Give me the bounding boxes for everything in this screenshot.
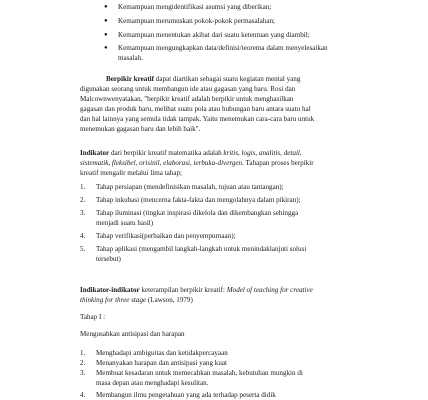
bullet-glyph: ● <box>104 4 108 10</box>
list-item: Tahap persiapan (mendefinisikan masalah, tujuan atau tantangan); <box>96 183 284 191</box>
paragraph-italic: thinking for three stage <box>80 296 147 304</box>
section-label: Tahap I : <box>80 313 106 321</box>
list-number: 2. <box>80 196 86 204</box>
list-item: Tahap iluminasi (tingkat inspirasi dikelola dan dikembangkan sehingga <box>96 209 299 217</box>
paragraph-text: keterampilan berpikir kreatif: <box>141 286 225 294</box>
list-item-continuation: masalah. <box>118 54 144 62</box>
section-subheading: Mengusahkan antisipasi dan harapan <box>80 330 185 338</box>
paragraph-line: dan hal lainnya yang semula tidak tampak. Yaitu menemukan cara-cara baru untuk <box>80 115 315 123</box>
citation: (Lawson, 1979) <box>147 296 193 304</box>
list-item: Kemampuan mengungkapkan data/definisi/teorema dalam menyelesaikan <box>118 44 328 52</box>
list-number: 3. <box>80 369 86 377</box>
term-indikator: Indikator <box>80 149 110 157</box>
paragraph-line: gagasan dan produk baru, melihat suatu pola atau hubungan baru antara suatu hal <box>80 105 311 113</box>
list-item-continuation: menjadi suatu hasil) <box>96 219 154 227</box>
bullet-glyph: ● <box>104 18 108 24</box>
list-item: Tahap aplikasi (mengambil langkah-langkah untuk menindaklanjuti solusi <box>96 245 307 253</box>
list-item: Kemampuan merumuskan pokok-pokok permasalahan; <box>118 17 276 25</box>
paragraph-line: kreatif mengalir melalui lima tahap; <box>80 169 183 177</box>
list-number: 1. <box>80 349 86 357</box>
list-item-continuation: masa depan atau menghadapi kesulitan. <box>96 379 209 387</box>
list-item: Kemampuan menentukan akibat dari suatu ketentuan yang diambil; <box>118 31 310 39</box>
list-item: Menanyakan harapan dan antisipasi yang kuat <box>96 359 227 367</box>
term-indikator-indikator: Indikator-indikator <box>80 286 140 294</box>
list-item: Kemampuan mengidentifikasi asumsi yang diberikan; <box>118 3 272 11</box>
paragraph-line: digunakan seorang untuk membangun ide atau gagasan yang baru. Rosi dan <box>80 85 296 93</box>
list-number: 3. <box>80 209 86 217</box>
list-item: Tahap inkubasi (mencerna fakta-fakta dan mengolahnya dalam pikiran); <box>96 196 301 204</box>
list-item: Tahap verifikasi(perbaikan dan penyempurnaan); <box>96 232 236 240</box>
list-item: Membuat kesadaran untuk memecahkan masalah, kebutuhan mungkin di <box>96 369 303 377</box>
paragraph-line: menemukan gagasan baru dan lebih baik". <box>80 125 201 133</box>
term-berpikir-kreatif: Berpikir kreatif <box>106 75 155 83</box>
bullet-glyph: ● <box>104 32 108 38</box>
bullet-glyph: ● <box>104 45 108 51</box>
paragraph-text: dari berpikir kreatif matematika adalah <box>110 149 222 157</box>
paragraph-text: Tahapan proses berpikir <box>245 159 314 167</box>
paragraph-italic: sistematik, fleksibel, orisinil, elaborasi, terbuka-divergen. <box>80 159 244 167</box>
paragraph-italic: kritis, logis, analitis, detail, <box>223 149 302 157</box>
list-number: 2. <box>80 359 86 367</box>
list-number: 5. <box>80 245 86 253</box>
list-number: 4. <box>80 232 86 240</box>
list-number: 1. <box>80 183 86 191</box>
paragraph-line: dapat diartikan sebagai suatu kegiatan mental yang <box>155 75 301 83</box>
paragraph-line: Malcownwenyatakan, "berpikir kreatif adalah berpikir untuk menghasilkan <box>80 95 294 103</box>
paragraph-italic: Model of teaching for creative <box>226 286 313 294</box>
list-number: 4. <box>80 391 86 399</box>
list-item-continuation: tersebut) <box>96 255 121 263</box>
list-item: Membangun ilmu pengetahuan yang ada terhadap peserta didik <box>96 391 276 399</box>
list-item: Menghadapi ambiguitas dan ketidakpercayaan <box>96 349 228 357</box>
